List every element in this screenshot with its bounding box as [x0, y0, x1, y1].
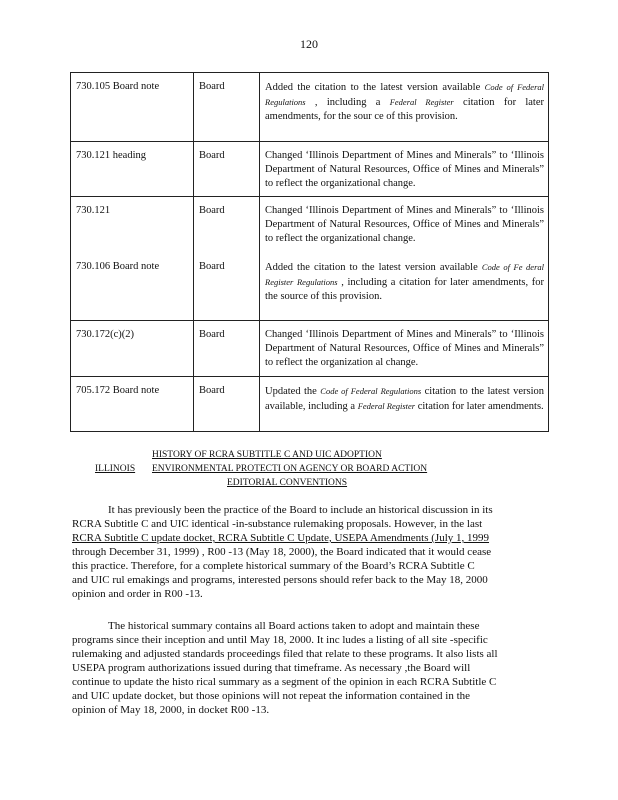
section-cell: 705.172 Board note [71, 377, 194, 432]
description-cell: Changed ‘Illinois Department of Mines and Minerals” to ‘Illinois Department of Natural Resources, Office of Mines and Minerals” to reflect the organizational change. [260, 142, 549, 197]
source-cell [194, 197, 260, 321]
section-cell: 730.172(c)(2) [71, 321, 194, 377]
heading-line-2b: ENVIRONMENTAL PROTECTI ON AGENCY OR BOARD ACTION [152, 464, 428, 474]
table-row [71, 197, 549, 321]
table-row [71, 73, 549, 142]
section-heading [90, 448, 530, 492]
section-cell: 730.121 heading [71, 142, 194, 197]
heading-line-3: EDITORIAL CONVENTIONS [227, 478, 348, 488]
description-text: Added the citation to the latest version available Code of Fe deral Register Regulations , including a citation for later amendments, for the source of this provision. [265, 262, 545, 302]
amendments-table [70, 72, 549, 432]
description-cell [260, 197, 549, 321]
table-row [71, 377, 549, 432]
table-row [71, 142, 549, 197]
description-cell: Changed ‘Illinois Department of Mines and Minerals” to ‘Illinois Department of Natural Resources, Office of Mines and Minerals” to reflect the organization al change. [260, 321, 549, 377]
description-text: Changed ‘Illinois Department of Mines and Minerals” to ‘Illinois Department of Natural Resources, Office of Mines and Minerals” to reflect the organizational change. [265, 205, 544, 244]
source-text: Board [199, 205, 225, 216]
source-cell: Board [194, 377, 260, 432]
section-cell: 730.105 Board note [71, 73, 194, 142]
section-text: 730.106 Board note [76, 261, 160, 272]
section-text: 730.121 [76, 205, 111, 216]
paragraph-historical-summary: The historical summary contains all Board actions taken to adopt and maintain these programs since their inception and until May 18, 2000. It inc ludes a listing of all site -specific rulemaking and adjusted standards proceedings filed that relate to these programs. It also lists all USEPA program authorizations issued during that timeframe. As necessary ,the Board will continue to update the histo rical summary as a segment of the opinion in each RCRA Subtitle C and UIC update docket, but those opinions will not repeat the information contained in the opinion of May 18, 2000, in docket R00 -13. [72, 620, 498, 716]
page-number: 120 [300, 37, 318, 51]
paragraph-previous-practice: It has previously been the practice of the Board to include an historical discussion in its RCRA Subtitle C and UIC identical -in-substance rulemaking proposals. However, in the last RCRA Subtitle C update docket, RCRA Subtitle C Update, USEPA Amendments (July 1, 1999 through December 31, 1999) , R00 -13 (May 18, 2000), the Board indicated that it would cease this practice. Therefore, for a complete historical summary of the Board’s RCRA Subtitle C and UIC rul emakings and programs, interested persons should refer back to the May 18, 2000 opinion and order in R00 -13. [72, 504, 493, 600]
source-cell: Board [194, 73, 260, 142]
description-cell: Updated the Code of Federal Regulations citation to the latest version available, including a Federal Register citation for later amendments. [260, 377, 549, 432]
table-row [71, 321, 549, 377]
source-cell: Board [194, 142, 260, 197]
source-text: Board [199, 261, 225, 272]
heading-line-2a: ILLINOIS [95, 464, 136, 474]
source-cell: Board [194, 321, 260, 377]
description-cell: Added the citation to the latest version available Code of Federal Regulations , including a Federal Register citation for later amendments, for the sour ce of this provision. [260, 73, 549, 142]
section-cell [71, 197, 194, 321]
heading-line-1: HISTORY OF RCRA SUBTITLE C AND UIC ADOPTION [152, 450, 382, 460]
